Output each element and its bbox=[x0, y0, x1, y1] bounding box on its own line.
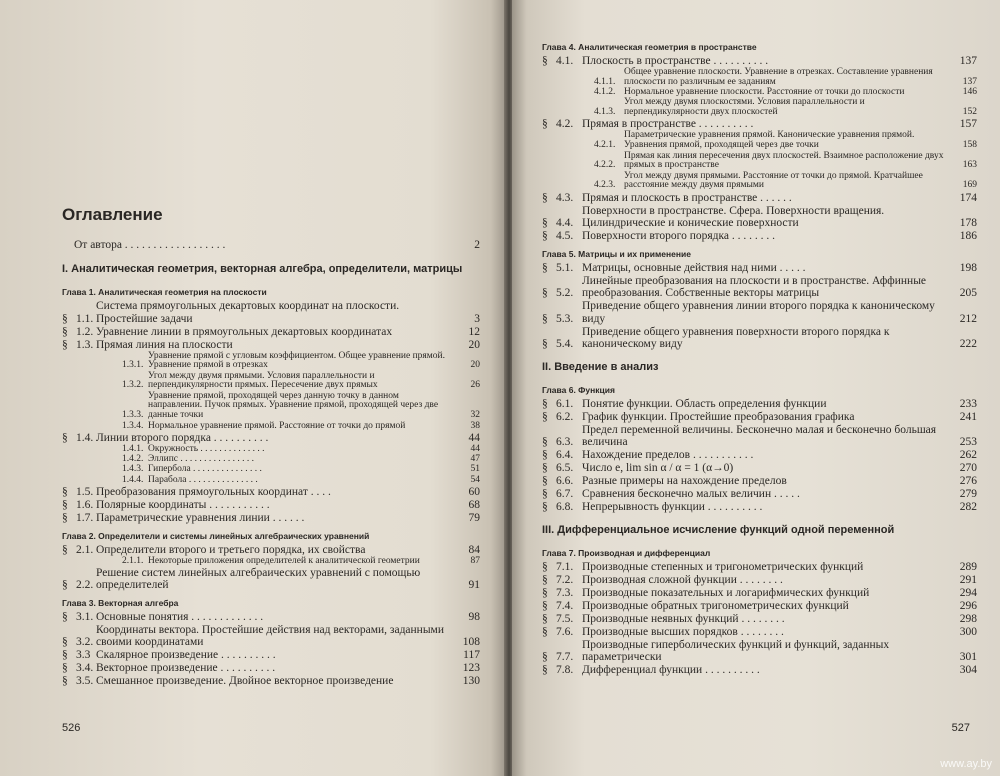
toc-section bbox=[62, 567, 480, 592]
toc-section bbox=[62, 624, 480, 649]
section-list bbox=[542, 398, 977, 514]
section-sign: § bbox=[542, 118, 548, 131]
section-number: 1.5. bbox=[76, 486, 94, 499]
section-page: 212 bbox=[959, 312, 977, 325]
section-page: 157 bbox=[959, 118, 977, 131]
toc-section bbox=[542, 300, 977, 325]
toc-section bbox=[542, 262, 977, 275]
section-list bbox=[62, 300, 480, 351]
section-page: 98 bbox=[468, 610, 480, 623]
right-toc bbox=[542, 36, 977, 677]
section-number: 1.3. bbox=[76, 338, 94, 351]
section-title: Предел переменной величины. Бесконечно малая и бесконечно большая величина bbox=[582, 423, 937, 449]
section-title: Эллипс . . . . . . . . . . . . . . . . bbox=[148, 454, 255, 465]
toc-section bbox=[542, 411, 977, 424]
section-title: Координаты вектора. Простейшие действия над векторами, заданными своими координатами bbox=[96, 623, 444, 649]
section-sign: § bbox=[542, 261, 548, 274]
toc-subsection bbox=[542, 172, 977, 192]
section-number: 4.4. bbox=[556, 217, 574, 230]
toc-section bbox=[542, 205, 977, 230]
section-page: 294 bbox=[959, 586, 977, 599]
part-title: II. Введение в анализ bbox=[542, 360, 659, 373]
section-number: 1.4.1. bbox=[122, 443, 144, 454]
toc-subsection bbox=[62, 372, 480, 392]
section-number: 6.1. bbox=[556, 397, 574, 410]
section-list bbox=[62, 486, 480, 525]
preface-page: 2 bbox=[474, 239, 480, 251]
page-number: 526 bbox=[62, 722, 81, 734]
chapter-title: Глава 3. Векторная алгебра bbox=[62, 597, 179, 608]
toc-section bbox=[62, 432, 480, 445]
section-page: 47 bbox=[470, 454, 480, 465]
section-sign: § bbox=[62, 512, 68, 525]
section-page: 51 bbox=[470, 464, 480, 475]
section-title: Решение систем линейных алгебраических уравнений с помощью определителей bbox=[96, 566, 421, 592]
toc-section bbox=[542, 600, 977, 613]
section-page: 12 bbox=[468, 325, 480, 338]
section-number: 3.1. bbox=[76, 610, 94, 623]
section-sign: § bbox=[542, 449, 548, 462]
section-sign: § bbox=[542, 651, 548, 664]
section-number: 7.6. bbox=[556, 625, 574, 638]
preface-text: От автора . . . . . . . . . . . . . . . . . . bbox=[74, 239, 226, 251]
section-title: Параметрические уравнения прямой. Канонические уравнения прямой. Уравнения прямой, проходящей через две точки bbox=[624, 130, 915, 151]
chapter-title: Глава 6. Функция bbox=[542, 384, 615, 395]
section-page: 44 bbox=[468, 431, 480, 444]
toc-section bbox=[62, 649, 480, 662]
section-sign: § bbox=[542, 338, 548, 351]
section-page: 91 bbox=[468, 579, 480, 592]
section-number: 1.3.1. bbox=[122, 360, 144, 371]
toc-subsection bbox=[542, 98, 977, 118]
section-number: 5.1. bbox=[556, 261, 574, 274]
section-title: Приведение общего уравнения поверхности второго порядка к каноническому виду bbox=[582, 325, 890, 351]
toc-subsection bbox=[542, 152, 977, 172]
section-sign: § bbox=[62, 649, 68, 662]
section-number: 6.2. bbox=[556, 410, 574, 423]
section-title: Поверхности второго порядка . . . . . . . . bbox=[582, 230, 776, 243]
section-title: Производные неявных функций . . . . . . . . bbox=[582, 612, 785, 625]
toc-section bbox=[542, 501, 977, 514]
section-number: 4.5. bbox=[556, 230, 574, 243]
section-page: 300 bbox=[959, 625, 977, 638]
section-page: 270 bbox=[959, 462, 977, 475]
section-page: 123 bbox=[462, 662, 480, 675]
toc-section bbox=[542, 462, 977, 475]
section-page: 301 bbox=[959, 651, 977, 664]
section-title: Нормальное уравнение прямой. Расстояние от точки до прямой bbox=[148, 420, 406, 431]
section-title: Дифференциал функции . . . . . . . . . . bbox=[582, 664, 760, 677]
section-page: 79 bbox=[468, 512, 480, 525]
section-title: Производные обратных тригонометрических функций bbox=[582, 599, 849, 612]
section-page: 108 bbox=[462, 636, 480, 649]
section-sign: § bbox=[542, 397, 548, 410]
section-number: 4.1. bbox=[556, 55, 574, 67]
toc-section bbox=[542, 561, 977, 574]
section-page: 298 bbox=[959, 612, 977, 625]
section-page: 163 bbox=[962, 160, 977, 171]
section-number: 4.3. bbox=[556, 191, 574, 204]
section-title: Полярные координаты . . . . . . . . . . . bbox=[96, 499, 270, 512]
section-title: Угол между двумя прямыми. Расстояние от точки до прямой. Кратчайшее расстояние между двумя прямыми bbox=[624, 170, 923, 191]
section-title: Матрицы, основные действия над ними . . . . . bbox=[582, 261, 806, 274]
section-page: 84 bbox=[468, 543, 480, 556]
section-number: 4.2.2. bbox=[594, 160, 616, 171]
section-sign: § bbox=[62, 486, 68, 499]
section-number: 2.1. bbox=[76, 543, 94, 556]
section-number: 1.4. bbox=[76, 431, 94, 444]
section-sign: § bbox=[542, 230, 548, 243]
section-title: Поверхности в пространстве. Сфера. Поверхности вращения. Цилиндрические и конические поверхности bbox=[582, 204, 885, 230]
subsection-list bbox=[542, 68, 977, 118]
toc-section bbox=[62, 662, 480, 675]
subsection-list bbox=[62, 557, 480, 567]
section-sign: § bbox=[542, 599, 548, 612]
section-page: 146 bbox=[962, 87, 977, 98]
section-sign: § bbox=[542, 217, 548, 230]
right-page bbox=[512, 0, 1000, 776]
toc-section bbox=[542, 275, 977, 300]
section-title: Производные гиперболических функций и функций, заданных параметрически bbox=[582, 638, 890, 664]
section-title: Разные примеры на нахождение пределов bbox=[582, 475, 787, 488]
section-number: 4.1.1. bbox=[594, 76, 616, 87]
section-page: 158 bbox=[962, 140, 977, 151]
section-sign: § bbox=[542, 625, 548, 638]
section-sign: § bbox=[542, 612, 548, 625]
chapter-title: Глава 5. Матрицы и их применение bbox=[542, 248, 691, 259]
section-number: 5.4. bbox=[556, 338, 574, 351]
section-number: 6.3. bbox=[556, 436, 574, 449]
section-page: 137 bbox=[962, 76, 977, 87]
section-title: Парабола . . . . . . . . . . . . . . . bbox=[148, 474, 258, 485]
section-page: 291 bbox=[959, 573, 977, 586]
section-title: Прямая как линия пересечения двух плоскостей. Взаимное расположение двух прямых в пространстве bbox=[624, 150, 944, 171]
section-title: Производная сложной функции . . . . . . . . bbox=[582, 573, 783, 586]
toc-section bbox=[542, 192, 977, 205]
section-page: 205 bbox=[959, 287, 977, 300]
section-number: 7.4. bbox=[556, 599, 574, 612]
section-number: 6.4. bbox=[556, 449, 574, 462]
section-sign: § bbox=[62, 579, 68, 592]
toc-section bbox=[542, 639, 977, 664]
section-title: Система прямоугольных декартовых координат на плоскости. Простейшие задачи bbox=[96, 300, 400, 325]
section-number: 2.1.1. bbox=[122, 555, 144, 566]
section-number: 6.5. bbox=[556, 462, 574, 475]
section-page: 304 bbox=[959, 664, 977, 677]
toc-section bbox=[542, 230, 977, 243]
toc-subsection bbox=[62, 352, 480, 372]
toc-subsection bbox=[62, 476, 480, 486]
section-title: Сравнения бесконечно малых величин . . . . . bbox=[582, 488, 800, 501]
section-title: Непрерывность функции . . . . . . . . . . bbox=[582, 501, 763, 514]
section-number: 3.3 bbox=[76, 649, 91, 662]
section-page: 262 bbox=[959, 449, 977, 462]
toc-section bbox=[62, 499, 480, 512]
toc-section bbox=[62, 326, 480, 339]
section-page: 20 bbox=[468, 338, 480, 351]
section-page: 38 bbox=[470, 420, 480, 431]
section-title: Определители второго и третьего порядка, их свойства bbox=[96, 543, 366, 556]
watermark: www.ay.by bbox=[940, 758, 992, 770]
section-sign: § bbox=[62, 610, 68, 623]
section-list bbox=[542, 262, 977, 351]
section-title: Уравнение линии в прямоугольных декартовых координатах bbox=[96, 325, 393, 338]
section-title: Приведение общего уравнения линии второго порядка к каноническому виду bbox=[582, 300, 935, 325]
section-list bbox=[62, 611, 480, 688]
section-number: 6.8. bbox=[556, 501, 574, 514]
section-number: 7.2. bbox=[556, 573, 574, 586]
section-title: Гипербола . . . . . . . . . . . . . . . bbox=[148, 464, 262, 475]
section-title: Преобразования прямоугольных координат . . . . bbox=[96, 486, 331, 499]
toc-section bbox=[542, 574, 977, 587]
section-sign: § bbox=[62, 675, 68, 688]
part-title: I. Аналитическая геометрия, векторная алгебра, определители, матрицы bbox=[62, 263, 463, 275]
section-page: 60 bbox=[468, 486, 480, 499]
section-page: 32 bbox=[470, 410, 480, 421]
toc-section bbox=[542, 587, 977, 600]
section-page: 296 bbox=[959, 599, 977, 612]
toc-section bbox=[542, 613, 977, 626]
section-title: График функции. Простейшие преобразования графика bbox=[582, 410, 855, 423]
section-page: 282 bbox=[959, 501, 977, 514]
section-title: Производные показательных и логарифмических функций bbox=[582, 586, 870, 599]
section-page: 253 bbox=[959, 436, 977, 449]
section-title: Нормальное уравнение плоскости. Расстояние от точки до плоскости bbox=[624, 87, 905, 98]
section-title: Общее уравнение плоскости. Уравнение в отрезках. Составление уравнения плоскости по различным ее заданиям bbox=[624, 67, 933, 87]
section-number: 4.2.3. bbox=[594, 180, 616, 191]
toc-section bbox=[542, 475, 977, 488]
section-number: 1.4.2. bbox=[122, 454, 144, 465]
section-page: 276 bbox=[959, 475, 977, 488]
chapter-title: Глава 2. Определители и системы линейных алгебраических уравнений bbox=[62, 530, 370, 541]
section-number: 6.6. bbox=[556, 475, 574, 488]
section-number: 4.2. bbox=[556, 118, 574, 131]
section-list bbox=[542, 192, 977, 243]
chapter-title: Глава 7. Производная и дифференциал bbox=[542, 547, 711, 558]
section-number: 7.5. bbox=[556, 612, 574, 625]
section-title: Основные понятия . . . . . . . . . . . . . bbox=[96, 610, 264, 623]
section-title: Угол между двумя прямыми. Условия параллельности и перпендикулярности прямых. Пересечение двух прямых bbox=[148, 370, 378, 391]
part-title: III. Дифференциальное исчисление функций одной переменной bbox=[542, 523, 895, 536]
section-sign: § bbox=[62, 636, 68, 649]
section-page: 289 bbox=[959, 560, 977, 573]
section-number: 4.2.1. bbox=[594, 140, 616, 151]
section-page: 222 bbox=[959, 338, 977, 351]
section-page: 178 bbox=[959, 217, 977, 230]
toc-section bbox=[62, 544, 480, 557]
section-title: Уравнение прямой с угловым коэффициентом. Общее уравнение прямой. Уравнение прямой в отрезках bbox=[148, 350, 446, 371]
section-number: 1.7. bbox=[76, 512, 94, 525]
section-sign: § bbox=[542, 586, 548, 599]
section-title: Прямая в пространстве . . . . . . . . . . bbox=[582, 118, 754, 131]
section-number: 1.3.4. bbox=[122, 420, 144, 431]
toc-section bbox=[62, 611, 480, 624]
section-number: 1.6. bbox=[76, 499, 94, 512]
section-number: 3.2. bbox=[76, 636, 94, 649]
section-number: 3.4. bbox=[76, 662, 94, 675]
section-title: Параметрические уравнения линии . . . . . . bbox=[96, 512, 305, 525]
toc-subsection bbox=[542, 68, 977, 88]
section-page: 174 bbox=[959, 191, 977, 204]
section-number: 4.1.2. bbox=[594, 87, 616, 98]
section-sign: § bbox=[62, 325, 68, 338]
toc-section bbox=[542, 449, 977, 462]
section-page: 152 bbox=[962, 107, 977, 118]
section-sign: § bbox=[542, 191, 548, 204]
toc-section bbox=[542, 55, 977, 68]
section-sign: § bbox=[542, 410, 548, 423]
section-title: Векторное произведение . . . . . . . . . . bbox=[96, 662, 276, 675]
section-number: 7.1. bbox=[556, 560, 574, 573]
subsection-list bbox=[62, 352, 480, 432]
section-sign: § bbox=[62, 312, 68, 325]
section-sign: § bbox=[542, 312, 548, 325]
section-page: 26 bbox=[470, 380, 480, 391]
toc-section bbox=[542, 488, 977, 501]
section-list bbox=[542, 55, 977, 68]
section-page: 3 bbox=[474, 312, 480, 325]
section-number: 1.1. bbox=[76, 312, 94, 325]
section-sign: § bbox=[542, 475, 548, 488]
section-number: 5.3. bbox=[556, 312, 574, 325]
section-title: Производные высших порядков . . . . . . . . bbox=[582, 625, 784, 638]
section-number: 7.7. bbox=[556, 651, 574, 664]
section-sign: § bbox=[542, 501, 548, 514]
section-title: Уравнение прямой, проходящей через данную точку в данном направлении. Пучок прямых. Уравнение прямой, проходящей через две данные точки bbox=[148, 390, 439, 421]
section-number: 1.4.3. bbox=[122, 464, 144, 475]
left-toc bbox=[62, 205, 480, 688]
toc-title: Оглавление bbox=[62, 205, 163, 224]
toc-section bbox=[62, 486, 480, 499]
toc-subsection bbox=[62, 392, 480, 421]
section-sign: § bbox=[542, 55, 548, 67]
section-title: Скалярное произведение . . . . . . . . . . bbox=[96, 649, 276, 662]
section-page: 87 bbox=[470, 555, 480, 566]
toc-subsection bbox=[62, 465, 480, 475]
section-page: 44 bbox=[470, 443, 480, 454]
section-page: 130 bbox=[462, 675, 480, 688]
section-page: 169 bbox=[962, 180, 977, 191]
page-number: 527 bbox=[951, 722, 970, 734]
section-title: Окружность . . . . . . . . . . . . . . bbox=[148, 443, 265, 454]
section-page: 54 bbox=[470, 474, 480, 485]
toc-section bbox=[542, 626, 977, 639]
section-page: 233 bbox=[959, 397, 977, 410]
section-list bbox=[62, 544, 480, 557]
section-title: Линии второго порядка . . . . . . . . . . bbox=[96, 431, 269, 444]
section-list bbox=[62, 432, 480, 445]
section-sign: § bbox=[542, 560, 548, 573]
toc-subsection bbox=[62, 557, 480, 567]
section-page: 279 bbox=[959, 488, 977, 501]
section-number: 1.3.3. bbox=[122, 410, 144, 421]
section-title: Смешанное произведение. Двойное векторное произведение bbox=[96, 675, 394, 688]
section-number: 7.8. bbox=[556, 664, 574, 677]
section-number: 3.5. bbox=[76, 675, 94, 688]
preface-entry bbox=[62, 239, 480, 251]
section-sign: § bbox=[542, 462, 548, 475]
section-number: 1.2. bbox=[76, 325, 94, 338]
section-number: 7.3. bbox=[556, 586, 574, 599]
section-page: 117 bbox=[463, 649, 480, 662]
toc-section bbox=[62, 300, 480, 325]
section-page: 241 bbox=[959, 410, 977, 423]
chapter-title: Глава 1. Аналитическая геометрия на плоскости bbox=[62, 287, 267, 297]
section-page: 20 bbox=[470, 360, 480, 371]
section-number: 1.3.2. bbox=[122, 380, 144, 391]
section-sign: § bbox=[62, 431, 68, 444]
section-title: Понятие функции. Область определения функции bbox=[582, 397, 827, 410]
toc-subsection bbox=[62, 422, 480, 432]
section-sign: § bbox=[542, 287, 548, 300]
section-title: Некоторые приложения определителей к аналитической геометрии bbox=[148, 555, 420, 566]
chapter-title: Глава 4. Аналитическая геометрия в пространстве bbox=[542, 42, 757, 52]
section-sign: § bbox=[62, 662, 68, 675]
section-title: Линейные преобразования на плоскости и в пространстве. Аффинные преобразования. Собственные векторы матрицы bbox=[582, 274, 927, 300]
toc-subsection bbox=[542, 131, 977, 151]
section-title: Плоскость в пространстве . . . . . . . . . . bbox=[582, 55, 769, 67]
section-list bbox=[62, 567, 480, 592]
section-sign: § bbox=[542, 573, 548, 586]
toc-section bbox=[542, 424, 977, 449]
toc-section bbox=[62, 339, 480, 352]
section-page: 68 bbox=[468, 499, 480, 512]
toc-section bbox=[62, 512, 480, 525]
section-title: Угол между двумя плоскостями. Условия параллельности и перпендикулярности двух плоскостей bbox=[624, 97, 865, 118]
section-sign: § bbox=[542, 488, 548, 501]
section-page: 186 bbox=[959, 230, 977, 243]
section-page: 137 bbox=[959, 55, 977, 67]
toc-section bbox=[542, 398, 977, 411]
toc-section bbox=[62, 675, 480, 688]
section-title: Производные степенных и тригонометрических функций bbox=[582, 560, 864, 573]
section-title: Прямая и плоскость в пространстве . . . . . . bbox=[582, 191, 792, 204]
section-list bbox=[542, 561, 977, 677]
subsection-list bbox=[542, 131, 977, 191]
section-number: 2.2. bbox=[76, 579, 94, 592]
section-number: 4.1.3. bbox=[594, 107, 616, 118]
section-number: 6.7. bbox=[556, 488, 574, 501]
section-sign: § bbox=[62, 338, 68, 351]
toc-section bbox=[542, 664, 977, 677]
subsection-list bbox=[62, 445, 480, 486]
section-sign: § bbox=[62, 499, 68, 512]
section-title: Число e, lim sin α / α = 1 (α→0) bbox=[582, 462, 734, 475]
toc-section bbox=[542, 326, 977, 351]
section-number: 5.2. bbox=[556, 287, 574, 300]
section-title: Нахождение пределов . . . . . . . . . . . bbox=[582, 449, 754, 462]
section-sign: § bbox=[62, 543, 68, 556]
section-page: 198 bbox=[959, 261, 977, 274]
section-title: Прямая линия на плоскости bbox=[96, 338, 233, 351]
section-sign: § bbox=[542, 664, 548, 677]
section-number: 1.4.4. bbox=[122, 474, 144, 485]
section-sign: § bbox=[542, 436, 548, 449]
